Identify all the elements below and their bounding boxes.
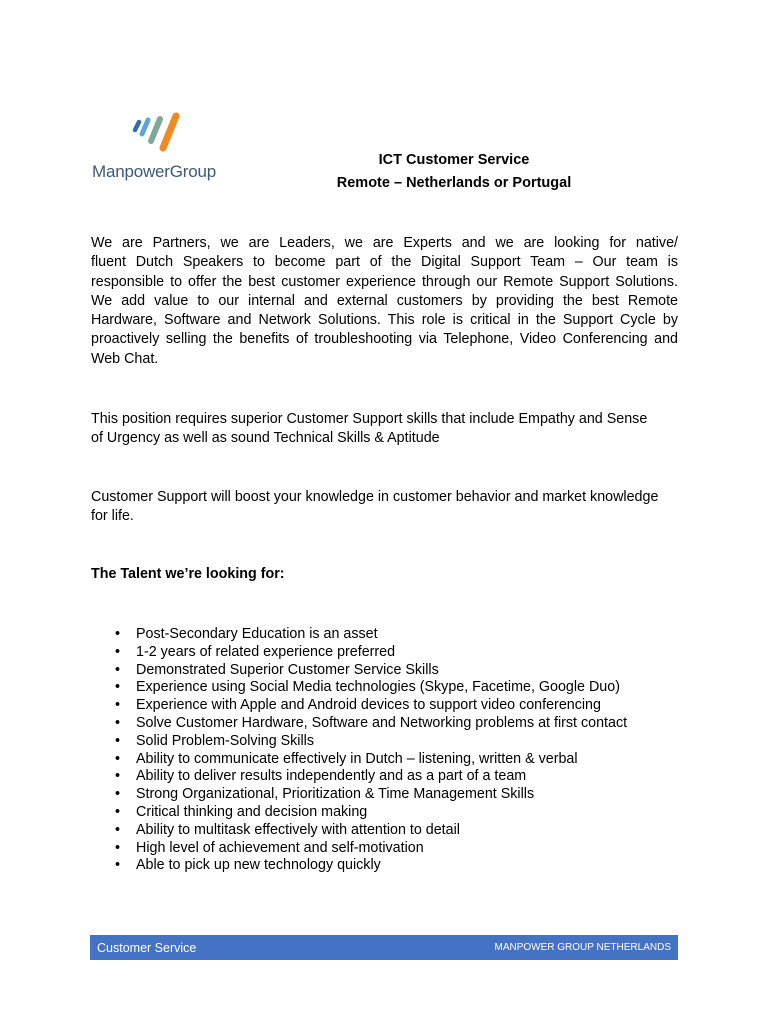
text-line: We are Partners, we are Leaders, we are Experts and we are looking for native/ [91,235,678,251]
requirements-list [91,626,627,875]
requirement-item [91,786,627,804]
bullet-icon: • [115,714,121,731]
footer-right-text: MANPOWER GROUP NETHERLANDS [494,942,671,953]
text-line: This position requires superior Customer Support skills that include Empathy and Sense [91,411,648,427]
text-line: fluent Dutch Speakers to become part of the Digital Support Team – Our team is [91,254,678,271]
text-line: of Urgency as well as sound Technical Skills & Aptitude [91,430,440,447]
skills-paragraph [91,410,678,449]
requirement-text: Ability to deliver results independently and as a part of a team [136,768,527,785]
bullet-icon: • [115,732,121,749]
bullet-icon: • [115,697,121,714]
requirement-text: Ability to multitask effectively with attention to detail [136,821,460,838]
intro-paragraph [91,234,678,369]
requirement-text: Experience with Apple and Android devices to support video conferencing [136,697,601,714]
requirement-text: Critical thinking and decision making [136,803,368,820]
requirement-item [91,804,627,822]
job-title: ICT Customer Service [378,152,530,168]
text-line: Hardware, Software and Network Solutions. This role is critical in the Support Cycle by [91,312,678,329]
text-line: proactively selling the benefits of troubleshooting via Telephone, Video Conferencing and [91,331,678,348]
requirement-text: 1-2 years of related experience preferred [136,643,396,660]
requirement-text: Experience using Social Media technologies (Skype, Facetime, Google Duo) [136,679,620,696]
bullet-icon: • [115,803,121,820]
bullet-icon: • [115,750,121,767]
bullet-icon: • [115,821,121,838]
requirement-item [91,679,627,697]
requirement-item [91,662,627,680]
requirement-item [91,715,627,733]
requirement-item [91,822,627,840]
requirement-text: Strong Organizational, Prioritization & Time Management Skills [136,786,535,803]
knowledge-paragraph [91,488,678,527]
talent-heading: The Talent we’re looking for: [91,566,285,582]
requirement-item [91,840,627,858]
bullet-icon: • [115,839,121,856]
requirement-item [91,626,627,644]
text-line: for life. [91,508,134,525]
job-location: Remote – Netherlands or Portugal [336,175,572,191]
requirement-item [91,733,627,751]
manpowergroup-logo [90,100,222,188]
text-line: Customer Support will boost your knowledge in customer behavior and market knowledge [91,489,659,505]
footer-left-text: Customer Service [97,940,197,955]
requirement-text: High level of achievement and self-motivation [136,839,424,856]
text-line: We add value to our internal and external customers by providing the best Remote [91,292,678,309]
requirement-item [91,697,627,715]
bullet-icon: • [115,786,121,803]
requirement-text: Ability to communicate effectively in Dutch – listening, written & verbal [136,750,578,767]
requirement-text: Solid Problem-Solving Skills [136,732,314,749]
bullet-icon: • [115,643,121,660]
requirement-item [91,768,627,786]
text-line: Web Chat. [91,350,159,367]
requirement-item [91,644,627,662]
requirement-text: Solve Customer Hardware, Software and Networking problems at first contact [136,714,628,731]
bullet-icon: • [115,626,121,642]
logo-stripes-icon [90,100,222,160]
requirement-text: Post-Secondary Education is an asset [136,626,378,642]
logo-text: ManpowerGroup [92,162,217,181]
bullet-icon: • [115,661,121,678]
bullet-icon: • [115,679,121,696]
bullet-icon: • [115,857,121,874]
requirement-item [91,857,627,875]
bullet-icon: • [115,768,121,785]
text-line: responsible to offer the best customer experience through our Remote Support Solutions. [91,273,678,290]
requirement-item [91,751,627,769]
requirement-text: Demonstrated Superior Customer Service Skills [136,661,439,678]
footer-bar [90,935,678,960]
requirement-text: Able to pick up new technology quickly [136,857,381,874]
